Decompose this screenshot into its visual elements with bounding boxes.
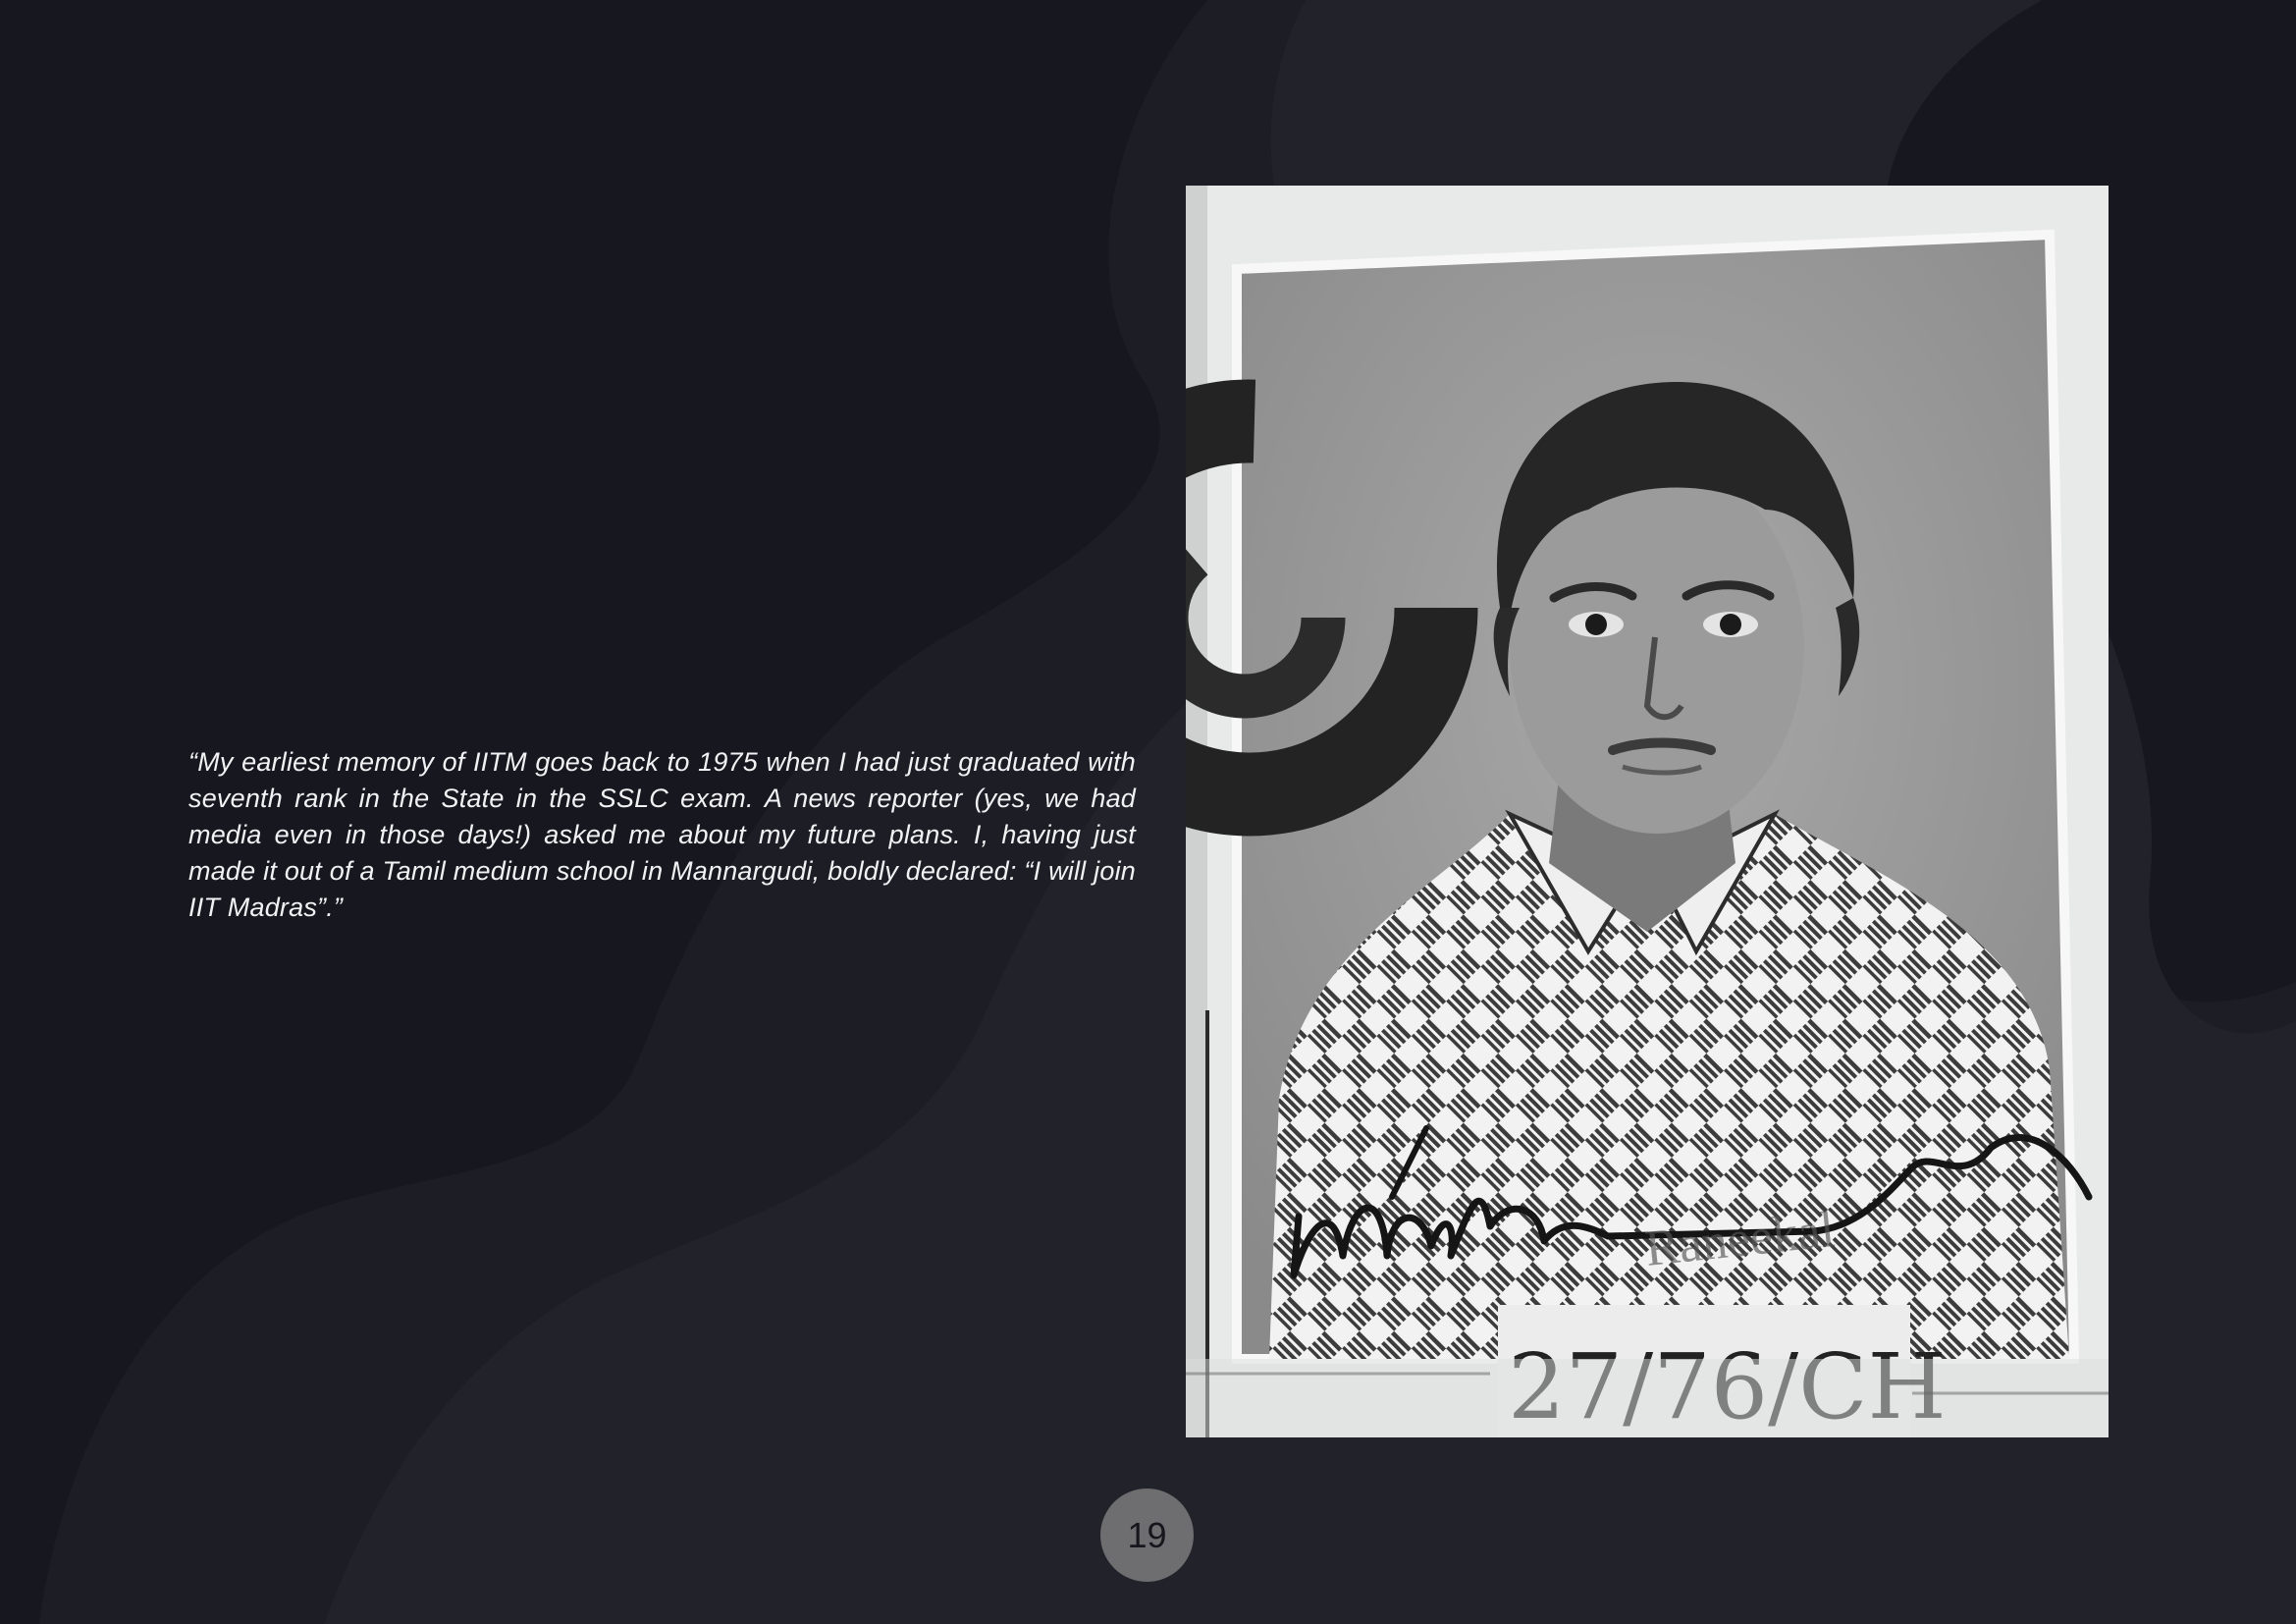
- archival-id-photo: [1186, 186, 2109, 1437]
- printed-name: Raneekal: [1642, 1202, 1838, 1277]
- page-number-badge: 19: [1100, 1489, 1194, 1582]
- quote-text: “My earliest memory of IITM goes back to 1975 when I had just graduated with seventh rank in the State in the SSLC exam. A news reporter (yes, we had media even in those days!) asked me about my future plans. I, having just made it out of a Tamil medium school in Mannargudi, boldly declared: “I will join IIT Madras”.”: [188, 747, 1136, 922]
